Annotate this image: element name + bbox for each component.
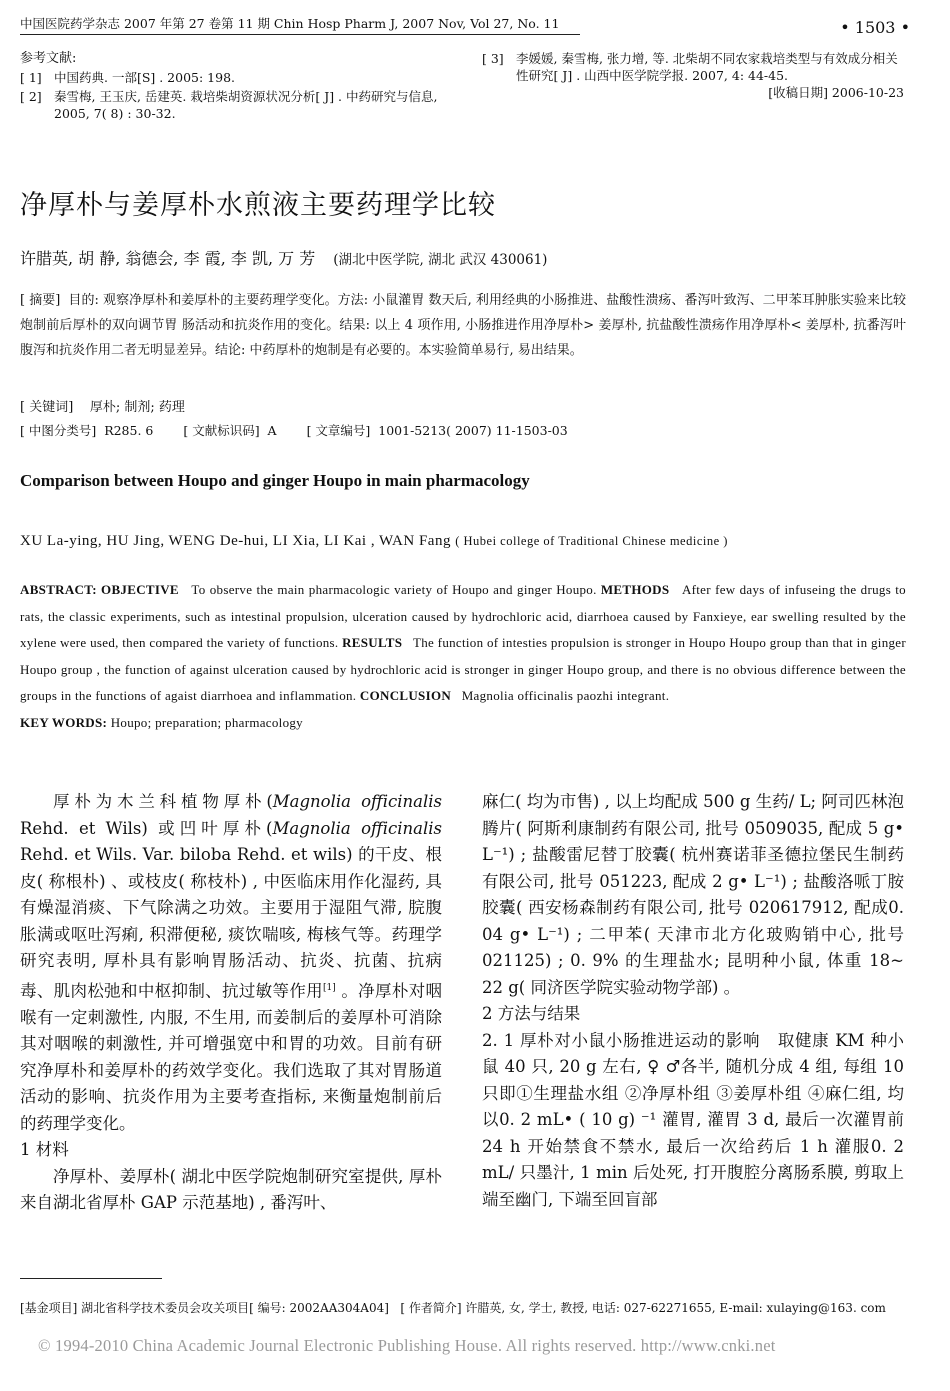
abstract-en-methods: After few days of infuseing the drugs to rats, the classic experiments, such as intestinal propulsion, ulceration caused by hydrochloric acid, diarrhoea caused by Fanxieye, ear swelling resulted by the xylene were used, then compared the variety of functions. (20, 582, 906, 650)
body-paragraph (482, 1028, 904, 1214)
reference-text: 中国药典. 一部[S] . 2005: 198. (54, 70, 236, 85)
reference-text: 李媛媛, 秦雪梅, 张力增, 等. 北柴胡不同农家栽培类型与有效成分相关性研究[ J] . 山西中医学院学报. 2007, 4: 44-45. (516, 51, 898, 83)
abstract-en (20, 577, 906, 736)
keywords-en-text: Houpo; preparation; pharmacology (110, 714, 303, 730)
abstract-en-objective: To observe the main pharmacologic variety of Houpo and ginger Houpo. (191, 582, 597, 597)
keywords-cn-label: [ 关键词] (20, 400, 74, 415)
received-date: [收稿日期] 2006-10-23 (768, 85, 904, 100)
copyright-watermark: © 1994-2010 China Academic Journal Electronic Publishing House. All rights reserved. http://www.cnki.net (38, 1336, 776, 1355)
subsection-heading: 2. 1 厚朴对小鼠小肠推进运动的影响 (482, 1030, 761, 1050)
body-paragraph: 净厚朴、姜厚朴( 湖北中医学院炮制研究室提供, 厚朴来自湖北省厚朴 GAP 示范基地) , 番泻叶、 (20, 1166, 443, 1212)
doccode-label: [ 文献标识码] (183, 423, 260, 438)
reference-number: [ 2] (20, 89, 42, 104)
affiliation-cn: (湖北中医学院, 湖北 武汉 430061) (333, 252, 548, 268)
fund-note: [基金项目] 湖北省科学技术委员会攻关项目[ 编号: 2002AA304A04] (20, 1301, 389, 1315)
footnote (20, 1297, 910, 1319)
article-title-cn: 净厚朴与姜厚朴水煎液主要药理学比较 (20, 190, 496, 221)
keywords-en-label: KEY WORDS: (20, 714, 108, 730)
author-list-en: XU La-ying, HU Jing, WENG De-hui, LI Xia, LI Kai , WAN Fang (20, 533, 451, 549)
references-right (482, 50, 904, 101)
classification-line (20, 421, 568, 439)
doccode-value: A (267, 423, 277, 438)
body-left-column (20, 789, 442, 1217)
keywords-cn (20, 396, 185, 415)
keywords-cn-text: 厚朴; 制剂; 药理 (89, 400, 185, 415)
abstract-en-methods-label: METHODS (600, 582, 670, 597)
reference-item (482, 50, 904, 84)
latin-name: Magnolia officinalis (272, 792, 442, 811)
body-paragraph: 麻仁( 均为市售) , 以上均配成 500 g 生药/ L; 阿司匹林泡腾片( 阿斯利康制药有限公司, 批号 0509035, 配成 5 g• L⁻¹) ; 盐酸雷尼替丁胶囊( 杭州赛诺菲圣德拉堡民生制药有限公司, 批号 051223, 配成 2 g• L⁻¹) ; 盐酸洛哌丁胺胶囊( 西安杨森制药有限公司, 批号 020617912, 配成0. 04 g• L⁻¹) ; 二甲苯( 天津市北方化玻购销中心, 批号 021125) ; 0. 9% 的生理盐水; 昆明种小鼠, 体重 18~ 22 g( 同济医学院实验动物学部) 。 (482, 792, 904, 997)
reference-number: [ 3] (482, 51, 504, 66)
abstract-en-results-label: RESULTS (342, 635, 403, 650)
reference-number: [ 1] (20, 70, 42, 85)
author-list: 许腊英, 胡 静, 翁德会, 李 霞, 李 凯, 万 芳 (20, 249, 316, 268)
body-paragraph (20, 789, 442, 1137)
abstract-en-conclusion: Magnolia officinalis paozhi integrant. (461, 688, 670, 703)
reference-text: 秦雪梅, 王玉庆, 岳建英. 栽培柴胡资源状况分析[ J] . 中药研究与信息, 2005, 7( 8) : 30-32. (54, 89, 438, 121)
references-left (20, 50, 460, 122)
body-right-column (482, 789, 904, 1213)
authors-cn (20, 246, 547, 269)
abstract-cn-label: [ 摘要] (20, 293, 61, 308)
reference-item (20, 69, 460, 86)
section-heading: 1 材料 (20, 1140, 69, 1159)
affiliation-en: ( Hubei college of Traditional Chinese medicine ) (455, 534, 728, 548)
class-label: [ 中图分类号] (20, 423, 97, 438)
articleno-value: 1001-5213( 2007) 11-1503-03 (378, 423, 568, 438)
abstract-en-results: The function of intesties propulsion is stronger in Houpo Houpo group than that in ginger Houpo group , the function of against ulceration caused by hydrochloric acid is stronger in ginger Houpo group, and there is no obvious difference between the groups in the functions of agaist diarrhoea and inflammation. (20, 635, 906, 703)
header-rule (20, 34, 580, 35)
section-heading: 2 方法与结果 (482, 1004, 581, 1023)
text-run: Rehd. et Wils) 或凹叶厚朴( (20, 818, 273, 838)
class-value: R285. 6 (104, 423, 154, 438)
journal-header: 中国医院药学杂志 2007 年第 27 卷第 11 期 Chin Hosp Pharm J, 2007 Nov, Vol 27, No. 11 (20, 16, 560, 31)
latin-name: Magnolia officinalis (272, 818, 442, 838)
abstract-en-conclusion-label: CONCLUSION (359, 688, 452, 703)
articleno-label: [ 文章编号] (306, 423, 371, 438)
author-bio-note: [ 作者简介] 许腊英, 女, 学士, 教授, 电话: 027-62271655, E-mail: xulaying@163. com (400, 1301, 886, 1315)
footnote-rule (20, 1278, 162, 1279)
authors-en (20, 533, 728, 550)
citation-ref: [1] (323, 982, 336, 993)
text-run: 取健康 KM 种小鼠 40 只, 20 g 左右, ♀ ♂各半, 随机分成 4 组, 每组 10 只即①生理盐水组 ②净厚朴组 ③姜厚朴组 ④麻仁组, 均以0. 2 mL• ( 10 g) ⁻¹ 灌胃, 灌胃 3 d, 最后一次灌胃前 24 h 开始禁食不禁水, 最后一次给药后 1 h 灌服0. 2 mL/ 只墨汁, 1 min 后处死, 打开腹腔分离肠系膜, 剪取上端至幽门, 下端至回盲部 (482, 1030, 904, 1209)
text-run: Rehd. et Wils. Var. biloba Rehd. et wils) 的干皮、根皮( 称根朴) 、或枝皮( 称枝朴) , 中医临床用作化湿药, 具有燥湿消痰、下气除满之功效。主要用于湿阻气滞, 脘腹胀满或呕吐泻痢, 积滞便秘, 痰饮喘咳, 梅核气等。药理学研究表明, 厚朴具有影响胃肠活动、抗炎、抗菌、抗病毒、肌肉松弛和中枢抑制、抗过敏等作用 (20, 845, 442, 1000)
page-number: • 1503 • (840, 18, 910, 37)
references-heading: 参考文献: (20, 51, 77, 66)
reference-item (20, 88, 460, 122)
text-run: 。净厚朴对咽喉有一定刺激性, 内服, 不生用, 而姜制后的姜厚朴可消除其对咽喉的刺激性, 并可增强宽中和胃的功效。目前有研究净厚朴和姜厚朴的药效学变化。我们选取了其对胃肠道活动的影响、抗炎作用为主要考查指标, 来衡量炮制前后的药理学变化。 (20, 981, 442, 1133)
abstract-cn-text: 目的: 观察净厚朴和姜厚朴的主要药理学变化。方法: 小鼠灌胃 数天后, 利用经典的小肠推进、盐酸性溃疡、番泻叶致泻、二甲苯耳肿胀实验来比较炮制前后厚朴的双向调节胃 肠活动和抗炎作用的变化。结果: 以上 4 项作用, 小肠推进作用净厚朴> 姜厚朴, 抗盐酸性溃疡作用净厚朴< 姜厚朴, 抗番泻叶腹泻和抗炎作用二者无明显差异。结论: 中药厚朴的炮制是有必要的。本实验简单易行, 易出结果。 (20, 293, 906, 358)
abstract-en-label: ABSTRACT: OBJECTIVE (20, 582, 179, 597)
abstract-cn (20, 288, 906, 363)
article-title-en: Comparison between Houpo and ginger Houpo in main pharmacology (20, 471, 530, 490)
text-run: 厚朴为木兰科植物厚朴( (53, 792, 273, 811)
